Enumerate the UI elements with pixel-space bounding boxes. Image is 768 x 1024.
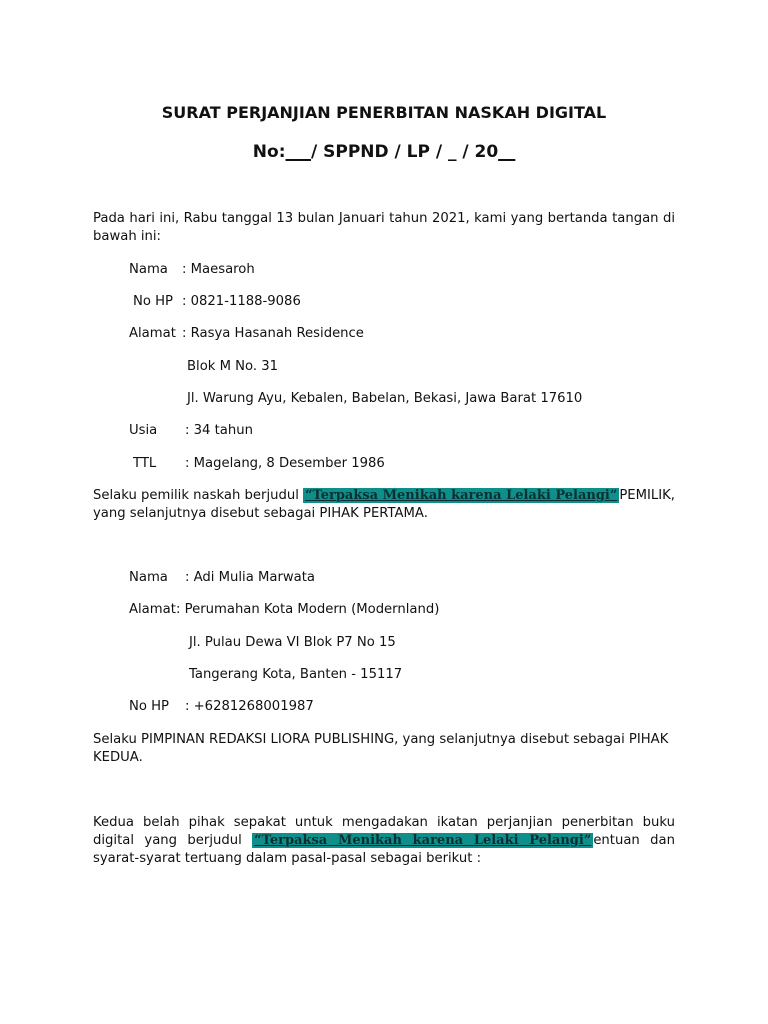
party1-ttl-value: : Magelang, 8 Desember 1986: [185, 456, 385, 471]
party2-name-label: Nama: [129, 570, 168, 585]
number-prefix: No:: [252, 142, 286, 162]
agreement-paragraph: [93, 814, 675, 868]
agreement-after: entuan dan syarat-syarat tertuang dalam pasal-pasal sebagai berikut :: [93, 833, 675, 866]
agreement-before: Kedua belah pihak sepakat untuk mengadakan ikatan perjanjian penerbitan buku digital yang berjudul: [93, 815, 675, 848]
document-title: SURAT PERJANJIAN PENERBITAN NASKAH DIGITAL: [161, 103, 607, 122]
party2-name-value: : Adi Mulia Marwata: [185, 570, 315, 585]
party1-address-line3: Jl. Warung Ayu, Kebalen, Babelan, Bekasi, Jawa Barat 17610: [187, 391, 583, 406]
intro-paragraph: Pada hari ini, Rabu tanggal 13 bulan Januari tahun 2021, kami yang bertanda tangan di bawah ini:: [93, 211, 675, 244]
agreement-book-title-highlight: “Terpaksa Menikah karena Lelaki Pelangi”: [254, 833, 592, 848]
party2-address-value: : Perumahan Kota Modern (Modernland): [176, 602, 440, 617]
party1-statement-after: PEMILIK, yang selanjutnya disebut sebagai PIHAK PERTAMA.: [93, 488, 675, 521]
party2-statement: Selaku PIMPINAN REDAKSI LIORA PUBLISHING, yang selanjutnya disebut sebagai PIHAK KEDUA.: [93, 732, 669, 765]
party2-address-line2: Jl. Pulau Dewa VI Blok P7 No 15: [189, 635, 396, 650]
party1-name-value: : Maesaroh: [182, 262, 255, 277]
party2-phone-row: [129, 698, 314, 716]
party2-phone-value: : +6281268001987: [185, 699, 314, 714]
party1-age-value: : 34 tahun: [185, 423, 253, 438]
party1-phone-row: [133, 293, 301, 311]
party1-address-row: [129, 325, 364, 343]
party1-age-label: Usia: [129, 423, 158, 438]
party2-phone-label: No HP: [129, 699, 169, 714]
party1-statement: [93, 487, 675, 523]
party1-phone-label: No HP: [133, 294, 173, 309]
party1-age-row: [129, 422, 253, 440]
book-title-highlight: “Terpaksa Menikah karena Lelaki Pelangi”: [305, 488, 618, 503]
party1-statement-before: Selaku pemilik naskah berjudul: [93, 488, 304, 503]
party1-ttl-row: [133, 455, 385, 473]
party1-phone-value: : 0821-1188-9086: [182, 294, 301, 309]
party1-ttl-label: TTL: [133, 456, 157, 471]
party2-name-row: [129, 569, 315, 587]
number-middle: / SPPND / LP / _ / 20: [311, 142, 499, 162]
party2-address-line3: Tangerang Kota, Banten - 15117: [189, 667, 403, 682]
party2-address-row: [129, 601, 439, 619]
number-blank-2: __: [498, 142, 516, 162]
party1-address-line2: Blok M No. 31: [187, 359, 279, 374]
party1-name-row: [129, 261, 255, 279]
document-number: [0, 142, 768, 162]
party1-address-label: Alamat: [129, 326, 176, 341]
party1-name-label: Nama: [129, 262, 168, 277]
party2-address-label: Alamat: [129, 602, 176, 617]
number-blank-1: ___: [285, 142, 311, 162]
party1-address-value: : Rasya Hasanah Residence: [182, 326, 364, 341]
